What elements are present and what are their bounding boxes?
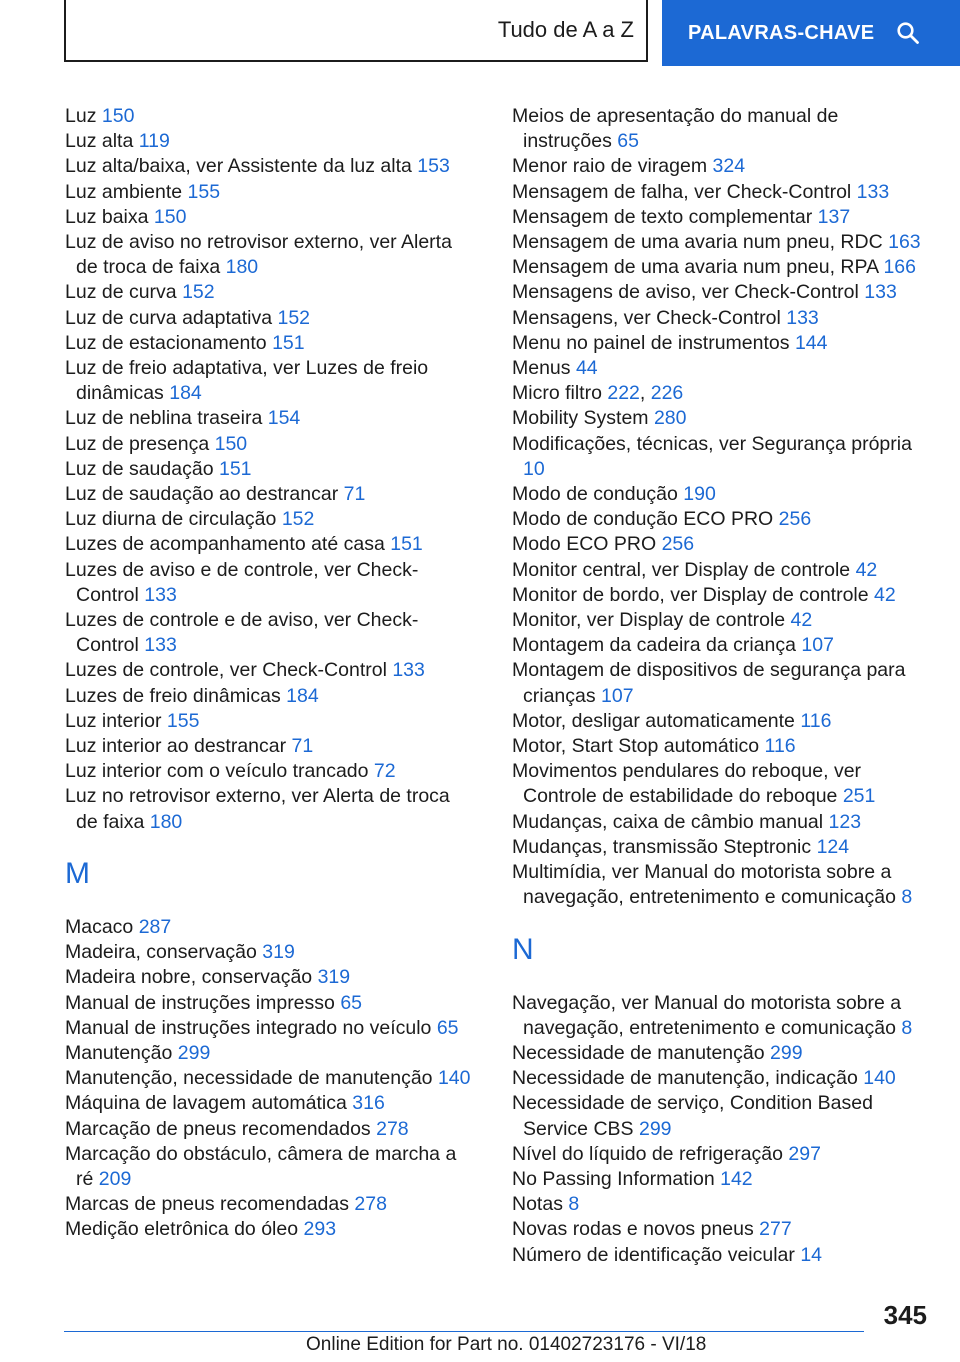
index-entry-text: Modo ECO PRO xyxy=(512,533,657,556)
index-entry-text: Movimentos pendulares do reboque, ver Controle de estabilidade do reboque xyxy=(512,760,862,808)
page-reference-link[interactable]: 144 xyxy=(794,331,828,354)
index-entry xyxy=(512,230,932,255)
page-reference-link[interactable]: 154 xyxy=(267,407,301,430)
index-entry-text: Luz de curva xyxy=(65,281,177,304)
page-reference-link[interactable]: 293 xyxy=(303,1218,337,1241)
page-reference-link[interactable]: 152 xyxy=(182,281,215,304)
page-reference-link[interactable]: 324 xyxy=(712,155,746,178)
page-reference-link[interactable]: 166 xyxy=(883,256,916,279)
index-entry-text: Luz de neblina traseira xyxy=(65,407,263,430)
page-reference-link[interactable]: 299 xyxy=(638,1117,672,1140)
index-entry-text: Mobility System xyxy=(512,407,649,430)
tab-palavras-chave[interactable] xyxy=(662,0,960,66)
index-entry xyxy=(512,633,932,658)
index-entry xyxy=(65,965,475,990)
index-entry-text: Luz ambiente xyxy=(65,180,183,203)
index-column-right xyxy=(512,104,932,1268)
index-entry xyxy=(512,1066,932,1091)
page-reference-link[interactable]: 209 xyxy=(98,1167,132,1190)
index-entry-text: Mensagem de texto complementar xyxy=(512,205,813,228)
page-reference-link[interactable]: 256 xyxy=(778,508,812,531)
index-entry-text: Manutenção, necessidade de manutenção xyxy=(65,1067,433,1090)
index-entry xyxy=(512,734,932,759)
index-entry xyxy=(65,154,475,179)
index-entry-text: Modo de condução xyxy=(512,483,678,506)
index-entry-text: Marcas de pneus recomendadas xyxy=(65,1193,349,1216)
index-entry-text: Necessidade de serviço, Condition Based Service CBS xyxy=(512,1092,873,1140)
index-entry-text: Multimídia, ver Manual do motorista sobre a navegação, entretenimento e comunicação xyxy=(512,861,896,909)
index-entry xyxy=(512,255,932,280)
index-entry xyxy=(65,915,475,940)
page-reference-link[interactable]: 116 xyxy=(800,709,832,732)
tab-keywords-label: PALAVRAS-CHAVE xyxy=(688,21,875,44)
index-entry xyxy=(512,1217,932,1242)
index-entry xyxy=(512,482,932,507)
index-entry xyxy=(512,1167,932,1192)
index-entry-text: Luz interior ao destrancar xyxy=(65,735,287,758)
index-entry xyxy=(65,356,475,406)
index-entry-text: Novas rodas e novos pneus xyxy=(512,1218,754,1241)
page-reference-link[interactable]: 151 xyxy=(272,331,305,354)
index-entry-text: Luz de presença xyxy=(65,432,210,455)
page-reference-link[interactable]: 287 xyxy=(138,915,172,938)
index-entry xyxy=(65,658,475,683)
index-entry-text: Madeira nobre, conservação xyxy=(65,966,313,989)
page-reference-link[interactable]: 150 xyxy=(101,105,135,127)
page-reference-link[interactable]: 153 xyxy=(417,155,450,178)
page-reference-link[interactable]: 299 xyxy=(177,1041,211,1064)
index-entry-text: Modo de condução ECO PRO xyxy=(512,508,774,531)
index-entry-text: Monitor central, ver Display de controle xyxy=(512,558,851,581)
page-reference-link[interactable]: 140 xyxy=(437,1067,471,1090)
index-entry xyxy=(65,1192,475,1217)
page-reference-link[interactable]: 190 xyxy=(683,483,716,506)
page-reference-link[interactable]: 155 xyxy=(187,180,221,203)
index-entry xyxy=(65,331,475,356)
index-entry xyxy=(65,205,475,230)
index-entry xyxy=(65,406,475,431)
page-reference-link[interactable]: 133 xyxy=(856,180,890,203)
page-ref-separator: , xyxy=(639,382,646,405)
index-entry xyxy=(512,991,932,1041)
index-entry xyxy=(512,1091,932,1141)
index-entry-text: Luzes de acompanhamento até casa xyxy=(65,533,385,556)
index-entry xyxy=(512,381,932,406)
index-entry-text: Necessidade de manutenção, indicação xyxy=(512,1067,858,1090)
index-entry-text: Mensagens de aviso, ver Check-Control xyxy=(512,281,859,304)
page-reference-link[interactable]: 137 xyxy=(817,205,851,228)
index-entry-text: Manual de instruções impresso xyxy=(65,991,335,1014)
page-reference-link[interactable]: 150 xyxy=(214,432,248,455)
page-reference-link[interactable]: 10 xyxy=(523,457,545,480)
page-reference-link[interactable]: 124 xyxy=(816,835,850,858)
index-entry xyxy=(512,810,932,835)
index-entry-text: Luz de aviso no retrovisor externo, ver Alerta de troca de faixa xyxy=(65,231,452,279)
page-reference-link[interactable]: 222 xyxy=(607,382,640,405)
index-entry xyxy=(65,991,475,1016)
page-reference-link[interactable]: 155 xyxy=(166,709,200,732)
page-reference-link[interactable]: 107 xyxy=(601,684,634,707)
index-entry-text: Mensagem de falha, ver Check-Control xyxy=(512,180,852,203)
index-entry xyxy=(65,1041,475,1066)
index-entry xyxy=(65,457,475,482)
index-entry xyxy=(65,507,475,532)
page-reference-link[interactable]: 297 xyxy=(788,1142,821,1165)
page-reference-link[interactable]: 163 xyxy=(888,231,921,254)
index-entry-text: Número de identificação veicular xyxy=(512,1243,795,1266)
index-entry xyxy=(65,1117,475,1142)
index-entry-text: Luz de saudação ao destrancar xyxy=(65,483,339,506)
page-reference-link[interactable]: 319 xyxy=(317,966,351,989)
index-entry-text: Luz de estacionamento xyxy=(65,331,267,354)
index-entry xyxy=(65,608,475,658)
index-entry-text: Luz alta/baixa, ver Assistente da luz alta xyxy=(65,155,412,178)
index-entry-text: Mudanças, transmissão Steptronic xyxy=(512,835,812,858)
page-reference-link[interactable]: 280 xyxy=(653,407,687,430)
index-entry xyxy=(65,1016,475,1041)
index-entry xyxy=(512,306,932,331)
page-reference-link[interactable]: 184 xyxy=(169,382,202,405)
index-entry xyxy=(512,432,932,482)
page-reference-link[interactable]: 133 xyxy=(392,659,425,682)
page-reference-link[interactable]: 299 xyxy=(770,1041,803,1064)
index-entry xyxy=(512,759,932,809)
index-entry-text: Luz diurna de circulação xyxy=(65,508,277,531)
page-reference-link[interactable]: 8 xyxy=(901,1016,913,1039)
page-reference-link[interactable]: 180 xyxy=(225,256,259,279)
index-entry xyxy=(512,104,932,154)
index-entry xyxy=(512,532,932,557)
index-entry xyxy=(65,759,475,784)
index-entry-text: Menus xyxy=(512,357,571,380)
index-entry xyxy=(65,280,475,305)
page-reference-link[interactable]: 251 xyxy=(842,785,876,808)
page-reference-link[interactable]: 278 xyxy=(354,1193,387,1216)
index-entry xyxy=(512,406,932,431)
page-reference-link[interactable]: 14 xyxy=(800,1243,823,1266)
tab-az-label: Tudo de A a Z xyxy=(497,17,634,42)
page-reference-link[interactable]: 65 xyxy=(617,130,639,153)
index-entry-text: Micro filtro xyxy=(512,382,602,405)
index-entry xyxy=(512,507,932,532)
index-entry xyxy=(512,1142,932,1167)
page-reference-link[interactable]: 119 xyxy=(138,130,170,153)
index-entry xyxy=(512,180,932,205)
page-reference-link[interactable]: 71 xyxy=(291,735,314,758)
page-reference-link[interactable]: 316 xyxy=(352,1092,385,1115)
index-entry xyxy=(512,356,932,381)
page-reference-link[interactable]: 72 xyxy=(373,760,396,783)
index-entry xyxy=(512,709,932,734)
page-reference-link[interactable]: 319 xyxy=(262,941,295,964)
index-entry-text: Máquina de lavagem automática xyxy=(65,1092,347,1115)
page-reference-link[interactable]: 142 xyxy=(720,1167,753,1190)
index-entry xyxy=(512,154,932,179)
index-entry xyxy=(65,1142,475,1192)
index-entry xyxy=(65,104,475,129)
page-reference-link[interactable]: 44 xyxy=(575,357,598,380)
index-entry-text: Macaco xyxy=(65,915,134,938)
index-entry-text: Montagem da cadeira da criança xyxy=(512,634,796,657)
index-entry-text: Montagem de dispositivos de segurança para crianças xyxy=(512,659,906,707)
page-reference-link[interactable]: 42 xyxy=(874,583,896,606)
index-entry-text: Meios de apresentação do manual de instruções xyxy=(512,105,839,153)
index-entry xyxy=(65,784,475,834)
index-section-letter: M xyxy=(65,856,90,890)
search-icon xyxy=(896,21,920,45)
index-entry-text: Marcação do obstáculo, câmera de marcha a ré xyxy=(65,1142,457,1190)
index-entry xyxy=(65,734,475,759)
index-entry-text: Manual de instruções integrado no veículo xyxy=(65,1016,432,1039)
index-entry-text: Luz no retrovisor externo, ver Alerta de troca de faixa xyxy=(65,785,450,833)
index-entry xyxy=(65,1217,475,1242)
index-entry-text: Modificações, técnicas, ver Segurança própria xyxy=(512,432,912,455)
index-section-letter: N xyxy=(512,932,534,966)
index-entry xyxy=(65,482,475,507)
index-entry-text: Manutenção xyxy=(65,1041,173,1064)
index-entry xyxy=(512,583,932,608)
index-entry xyxy=(512,1192,932,1217)
page-reference-link[interactable]: 151 xyxy=(218,457,252,480)
page-reference-link[interactable]: 151 xyxy=(390,533,423,556)
index-entry-text: Madeira, conservação xyxy=(65,941,257,964)
index-entry-text: Luzes de controle e de aviso, ver Check-Control xyxy=(65,609,419,657)
index-entry xyxy=(512,331,932,356)
index-entry-text: Luz baixa xyxy=(65,205,149,228)
page-reference-link[interactable]: 278 xyxy=(376,1117,409,1140)
page-reference-link[interactable]: 150 xyxy=(153,205,187,228)
page-reference-link[interactable]: 277 xyxy=(759,1218,792,1241)
index-entry xyxy=(512,608,932,633)
index-entry xyxy=(512,558,932,583)
page-reference-link[interactable]: 180 xyxy=(149,810,183,833)
index-entry xyxy=(65,129,475,154)
page-reference-link[interactable]: 42 xyxy=(790,609,813,632)
footer-divider xyxy=(64,1331,864,1332)
index-entry xyxy=(512,1041,932,1066)
index-entry-text: Menor raio de viragem xyxy=(512,155,708,178)
page-reference-link[interactable]: 71 xyxy=(343,483,366,506)
index-entry-text: Monitor de bordo, ver Display de controle xyxy=(512,583,869,606)
index-entry-text: Luz de freio adaptativa, ver Luzes de freio dinâmicas xyxy=(65,357,429,405)
index-entry-text: Luzes de controle, ver Check-Control xyxy=(65,659,387,682)
index-entry-text: Motor, desligar automaticamente xyxy=(512,709,795,732)
index-entry-text: Nível do líquido de refrigeração xyxy=(512,1142,783,1165)
page-reference-link[interactable]: 140 xyxy=(863,1067,896,1090)
index-column-left xyxy=(65,104,475,1243)
index-entry xyxy=(512,1243,932,1268)
index-entry xyxy=(512,658,932,708)
tab-tudo-de-a-a-z[interactable] xyxy=(64,0,648,62)
index-entry xyxy=(65,684,475,709)
page-reference-link[interactable]: 65 xyxy=(340,991,363,1014)
index-entry-text: Notas xyxy=(512,1193,563,1216)
index-entry-text: Menu no painel de instrumentos xyxy=(512,331,790,354)
index-entry-text: Luzes de freio dinâmicas xyxy=(65,684,281,707)
page-reference-link[interactable]: 65 xyxy=(436,1016,459,1039)
index-entry xyxy=(65,940,475,965)
index-entry-text: Monitor, ver Display de controle xyxy=(512,609,786,632)
page-reference-link[interactable]: 226 xyxy=(650,382,684,405)
index-entry xyxy=(65,230,475,280)
index-entry-text: No Passing Information xyxy=(512,1167,715,1190)
index-entry-text: Luz alta xyxy=(65,130,134,153)
index-entry xyxy=(65,180,475,205)
index-entry xyxy=(65,1066,475,1091)
index-entry-text: Marcação de pneus recomendados xyxy=(65,1117,371,1140)
index-entry-text: Luz interior com o veículo trancado xyxy=(65,760,369,783)
page-reference-link[interactable]: 116 xyxy=(764,735,796,758)
index-entry xyxy=(65,1091,475,1116)
index-entry xyxy=(512,860,932,910)
index-entry-text: Luz interior xyxy=(65,709,162,732)
index-entry-text: Medição eletrônica do óleo xyxy=(65,1218,299,1241)
page-reference-link[interactable]: 133 xyxy=(144,634,177,657)
index-entry-text: Luz de saudação xyxy=(65,457,214,480)
page-reference-link[interactable]: 184 xyxy=(286,684,319,707)
index-entry xyxy=(65,709,475,734)
index-entry xyxy=(65,532,475,557)
page-reference-link[interactable]: 42 xyxy=(855,558,878,581)
page-reference-link[interactable]: 152 xyxy=(277,306,311,329)
index-entry-text: Mensagens, ver Check-Control xyxy=(512,306,781,329)
page-reference-link[interactable]: 133 xyxy=(144,583,177,606)
index-entry-text: Luz de curva adaptativa xyxy=(65,306,273,329)
index-entry xyxy=(65,432,475,457)
footer-edition-text: Online Edition for Part no. 01402723176 - VI/18 xyxy=(306,1334,707,1355)
index-entry xyxy=(512,835,932,860)
index-entry-text: Navegação, ver Manual do motorista sobre a navegação, entretenimento e comunicação xyxy=(512,991,902,1039)
page-reference-link[interactable]: 133 xyxy=(786,306,819,329)
page-reference-link[interactable]: 8 xyxy=(568,1193,580,1216)
index-entry-text: Mudanças, caixa de câmbio manual xyxy=(512,810,824,833)
index-entry xyxy=(65,306,475,331)
index-entry-text: Luz xyxy=(65,105,97,127)
page-reference-link[interactable]: 152 xyxy=(281,508,315,531)
index-entry-text: Luzes de aviso e de controle, ver Check-Control xyxy=(65,558,419,606)
page-reference-link[interactable]: 8 xyxy=(901,886,913,909)
page-number: 345 xyxy=(883,1300,927,1330)
page-reference-link[interactable]: 107 xyxy=(801,634,834,657)
page-reference-link[interactable]: 123 xyxy=(828,810,862,833)
index-entry-text: Mensagem de uma avaria num pneu, RDC xyxy=(512,231,883,254)
page-reference-link[interactable]: 133 xyxy=(864,281,897,304)
index-entry-text: Motor, Start Stop automático xyxy=(512,735,760,758)
page-reference-link[interactable]: 256 xyxy=(661,533,695,556)
index-entry xyxy=(65,558,475,608)
index-entry xyxy=(512,280,932,305)
index-entry-text: Necessidade de manutenção xyxy=(512,1041,765,1064)
index-entry-text: Mensagem de uma avaria num pneu, RPA xyxy=(512,256,879,279)
header xyxy=(64,0,960,66)
index-entry xyxy=(512,205,932,230)
